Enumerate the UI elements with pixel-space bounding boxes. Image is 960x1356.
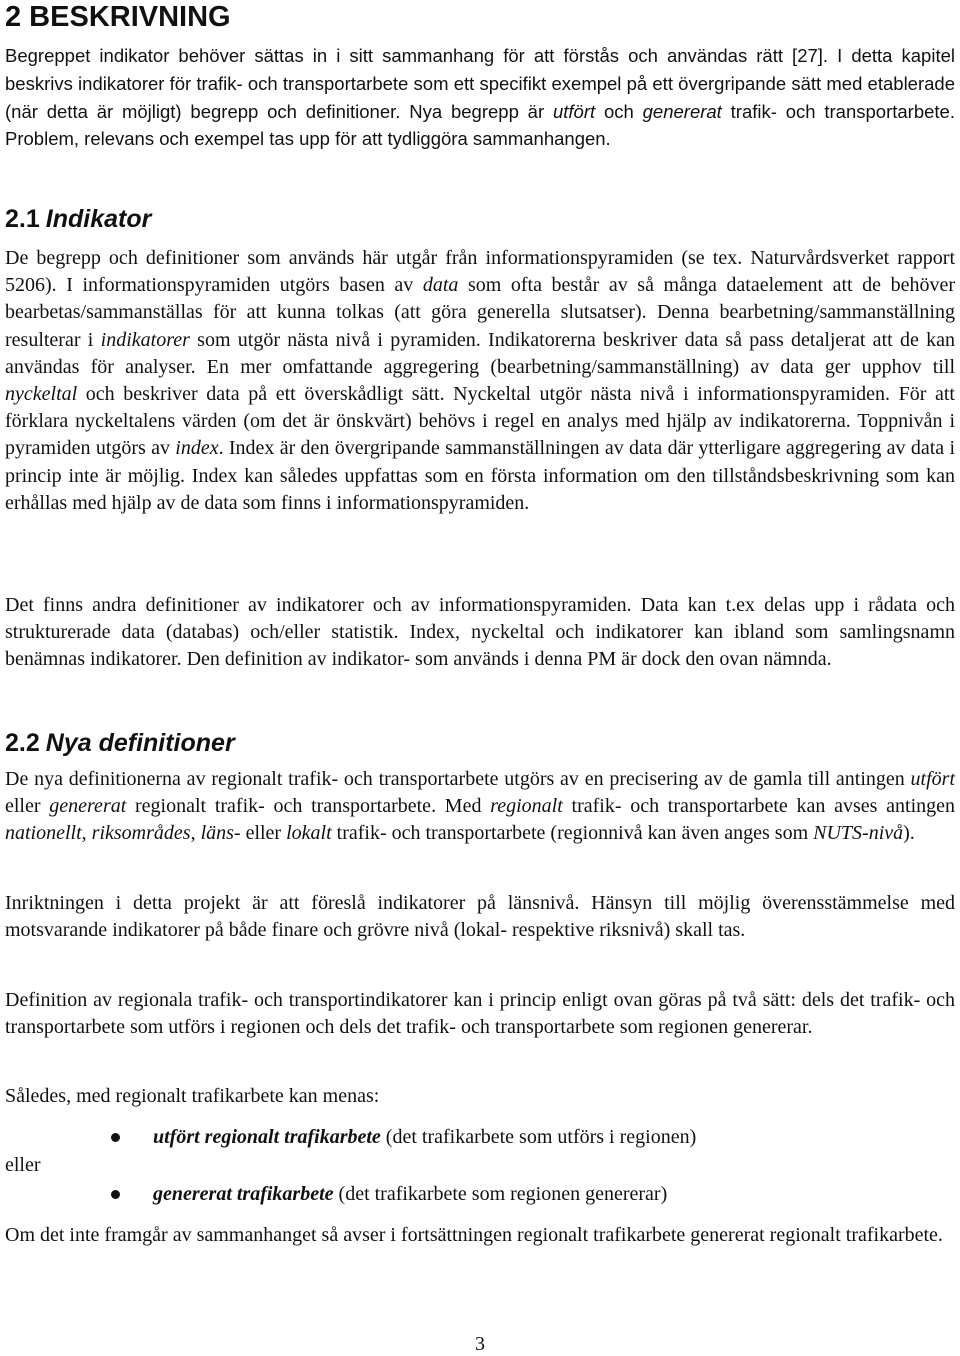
italic-run: nationellt xyxy=(5,822,82,845)
bullet-icon xyxy=(111,1190,120,1199)
text-run: , xyxy=(190,822,201,845)
definitioner-paragraph-5: Om det inte framgår av sammanhanget så avser i fortsättningen regionalt trafikarbete genererat regionalt trafikarbete. xyxy=(5,1224,943,1246)
definitioner-paragraph-3: Definition av regionala trafik- och transportindikatorer kan i princip enligt ovan göras på två sätt: dels det trafik- och transportarbete som utförs i regionen och dels det trafik- och transportarbete som regionen genererar. xyxy=(5,989,955,1039)
italic-run: indikatorer xyxy=(100,328,190,351)
bullet-item-genererat xyxy=(113,1181,667,1208)
definitioner-paragraph-2: Inriktningen i detta projekt är att föreslå indikatorer på länsnivå. Hänsyn till möjlig överensstämmelse med motsvarande indikatorer på både finare och grövre nivå (lokal- respektive riksnivå) skall tas. xyxy=(5,892,955,942)
indikator-paragraph-1 xyxy=(5,245,955,517)
italic-run: läns- xyxy=(200,822,241,845)
text-run: trafik- och transportarbete kan avses antingen xyxy=(562,795,955,818)
italic-run: genererat xyxy=(642,100,722,122)
definitioner-paragraph-1 xyxy=(5,766,955,848)
bullet-desc: (det trafikarbete som utförs i regionen) xyxy=(380,1126,697,1148)
text-run: som ofta består av så många dataelement att de behöver bearbetas/sammanställas för att kunna tolkas (att göra generella slutsatser). Denna bearbetning/sammanställning resulterar i xyxy=(5,274,955,351)
bullet-item-utfort xyxy=(113,1124,696,1151)
bullet-icon xyxy=(111,1133,120,1142)
definitioner-paragraph-4: Således, med regionalt trafikarbete kan menas: xyxy=(5,1085,380,1107)
indikator-paragraph-2: Det finns andra definitioner av indikatorer och av informationspyramiden. Data kan t.ex delas upp i rådata och strukturerade data (databas) och/eller statistik. Index, nyckeltal och indikatorer kan ibland som samlingsnamn benämnas indikatorer. Den definition av indikator- som används i denna PM är dock den ovan nämnda. xyxy=(5,594,955,671)
text-run: eller xyxy=(240,822,287,845)
text-run: Begreppet indikator behöver sättas in i sitt sammanhang för att förstås och användas rätt [27]. I detta kapitel beskrivs indikatorer för trafik- och transportarbete som ett specifikt exempel på ett övergripande sätt med etablerade (när detta är möjligt) begrepp och definitioner. Nya begrepp är xyxy=(5,45,955,122)
bullet-term: genererat trafikarbete xyxy=(153,1183,334,1205)
text-run: regionalt trafik- och transportarbete. Med xyxy=(126,795,491,818)
text-run: De nya definitionerna av regionalt trafik- och transportarbete utgörs av en precisering av de gamla till antingen xyxy=(5,768,911,790)
text-run: ). xyxy=(903,822,915,845)
bullet-text xyxy=(153,1183,667,1205)
bullet-text xyxy=(153,1126,696,1148)
italic-run: riksområdes xyxy=(91,822,191,845)
text-run: De begrepp och definitioner som används här utgår från informationspyramiden (se tex. Naturvårdsverket rapport 5206). I informationspyramiden utgörs basen av xyxy=(5,247,955,297)
text-run: eller xyxy=(5,795,50,818)
italic-run: data xyxy=(422,274,459,297)
section-heading: 2 BESKRIVNING xyxy=(5,1,231,33)
subsection-heading-nya-definitioner xyxy=(5,728,235,758)
italic-run: NUTS-nivå xyxy=(813,822,904,845)
italic-run: index xyxy=(175,437,219,460)
text-run: trafik- och transportarbete (regionnivå kan även anges som xyxy=(331,822,814,845)
italic-run: utfört xyxy=(910,768,955,790)
italic-run: genererat xyxy=(49,795,127,818)
text-run: , xyxy=(81,822,92,845)
text-run: trafik- och transportarbete. Problem, relevans och exempel tas upp för att tydliggöra sammanhangen. xyxy=(5,100,955,150)
bullet-term: utfört regionalt trafikarbete xyxy=(153,1126,381,1148)
italic-run: utfört xyxy=(552,100,596,122)
subsection-number: 2.2 xyxy=(5,729,40,757)
subsection-title: Indikator xyxy=(45,205,152,233)
or-label: eller xyxy=(5,1154,41,1176)
italic-run: nyckeltal xyxy=(5,383,78,406)
text-run: och xyxy=(595,100,643,122)
subsection-heading-indikator xyxy=(5,204,151,234)
subsection-title: Nya definitioner xyxy=(45,729,235,757)
italic-run: lokalt xyxy=(286,822,332,845)
subsection-number: 2.1 xyxy=(5,205,40,233)
page-number: 3 xyxy=(475,1333,485,1355)
text-run: som utgör nästa nivå i pyramiden. Indikatorerna beskriver data så pass detaljerat att de kan användas för analyser. En mer omfattande aggregering (bearbetning/sammanställning) av data ger upphov till xyxy=(5,328,955,378)
text-run: . Index är den övergripande sammanställningen av data där ytterligare aggregering av data i princip inte är möjlig. Index kan således uppfattas som en första information om den tillståndsbeskrivning som kan erhållas med hjälp av de data som finns i informationspyramiden. xyxy=(5,437,956,514)
text-run: och beskriver data på ett överskådligt sätt. Nyckeltal utgör nästa nivå i informationspyramiden. För att förklara nyckeltalens värden (om det är önskvärt) behövs i regel en analys med hjälp av indikatorerna. Toppnivån i pyramiden utgörs av xyxy=(5,383,955,460)
intro-paragraph xyxy=(5,42,955,153)
italic-run: regionalt xyxy=(490,795,563,818)
bullet-desc: (det trafikarbete som regionen genererar) xyxy=(333,1183,668,1205)
